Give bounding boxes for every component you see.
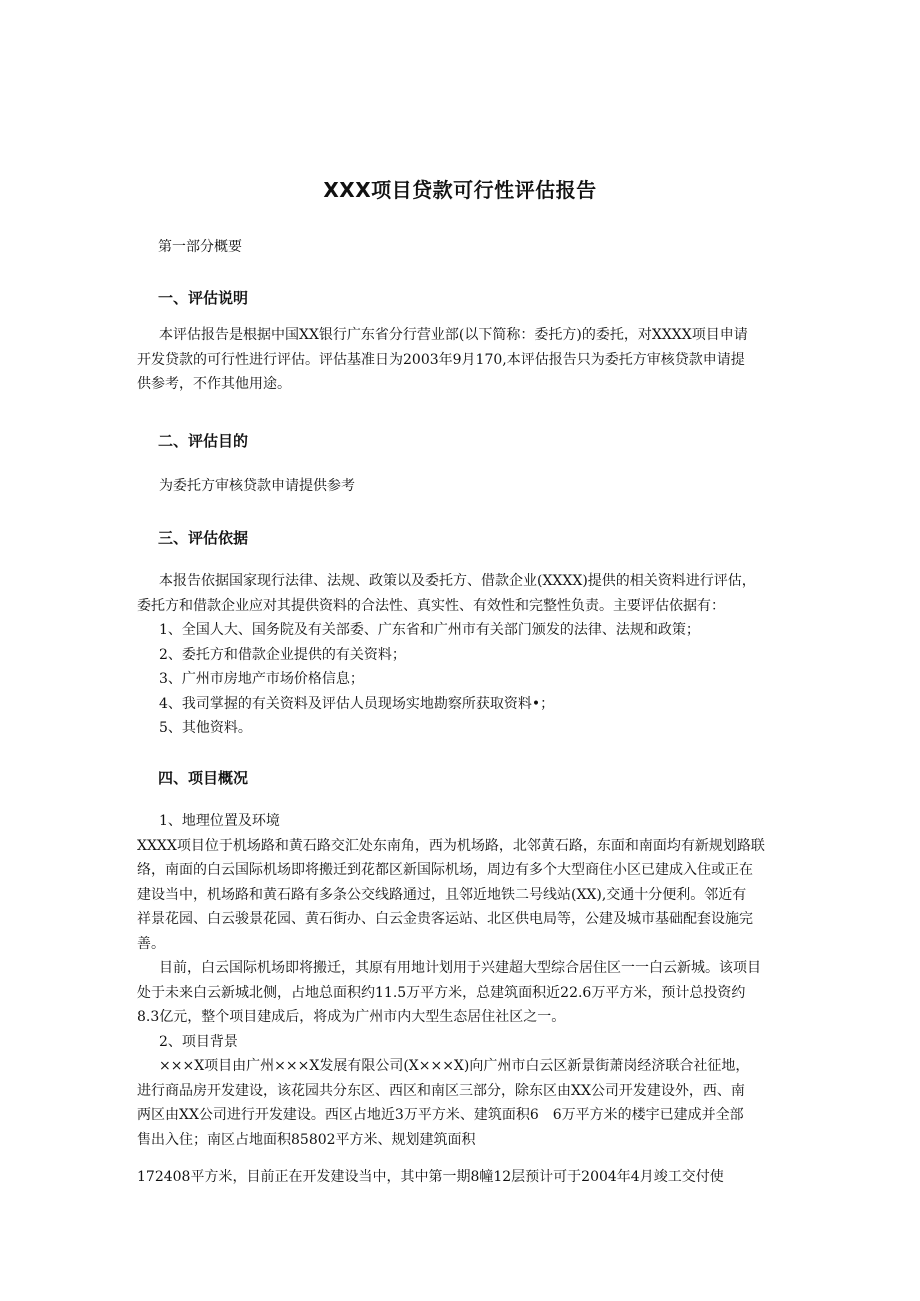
paragraph-line: 售出入住；南区占地面积85802平方米、规划建筑面积 <box>137 1131 476 1148</box>
paragraph-line: 开发贷款的可行性进行评估。评估基准日为2003年9月170,本评估报告只为委托方审核贷款申请提 <box>137 351 745 368</box>
section-heading-evaluation-description: 一、评估说明 <box>158 289 249 307</box>
section-heading-evaluation-purpose: 二、评估目的 <box>158 432 249 450</box>
section-heading-evaluation-basis: 三、评估依据 <box>158 529 249 547</box>
subsection-title-location: 1、地理位置及环境 <box>159 813 280 829</box>
evaluation-description-paragraph <box>137 323 787 397</box>
paragraph-line: 8.3亿元，整个项目建成后，将成为广州市内大型生态居住社区之一。 <box>137 1009 566 1025</box>
paragraph-line: 进行商品房开发建设，该花园共分东区、西区和南区三部分，除东区由XX公司开发建设外，西、南 <box>137 1082 745 1099</box>
page-title: XXX项目贷款可行性评估报告 <box>323 178 597 202</box>
paragraph-line: 祥景花园、白云骏景花园、黄石街办、白云金贵客运站、北区供电局等，公建及城市基础配套设施完 <box>137 911 753 927</box>
list-item: 4、我司掌握的有关资料及评估人员现场实地勘察所获取资料•； <box>159 695 555 712</box>
paragraph-line: 处于未来白云新城北侧，占地总面积约11.5万平方米，总建筑面积近22.6万平方米，预计总投资约 <box>137 984 746 1001</box>
section-heading-project-overview: 四、项目概况 <box>158 769 249 787</box>
paragraph-line: 络，南面的白云国际机场即将搬迁到花都区新国际机场，周边有多个大型商住小区已建成入住或正在 <box>137 862 753 878</box>
paragraph-line: 目前，白云国际机场即将搬迁，其原有用地计划用于兴建超大型综合居住区一一白云新城。该项目 <box>159 960 761 976</box>
subsection-title-background: 2、项目背景 <box>159 1033 238 1050</box>
paragraph-line: ×××X项目由广州×××X发展有限公司(X×××X)向广州市白云区新景街萧岗经济联合社征地， <box>159 1058 750 1074</box>
list-item: 2、委托方和借款企业提供的有关资料； <box>159 646 406 663</box>
paragraph-line: 本评估报告是根据中国XX银行广东省分行营业部(以下简称：委托方)的委托，对XXXX项目申请 <box>159 327 748 343</box>
paragraph-line: XXXX项目位于机场路和黄石路交汇处东南角，西为机场路，北邻黄石路，东面和南面均有新规划路联 <box>137 837 765 854</box>
paragraph-line: 善。 <box>137 935 165 952</box>
list-item: 1、全国人大、国务院及有关部委、广东省和广州市有关部门颁发的法律、法规和政策； <box>159 622 700 638</box>
project-overview-body <box>137 809 787 1152</box>
paragraph-line: 供参考，不作其他用途。 <box>137 376 291 392</box>
evaluation-purpose-text: 为委托方审核贷款申请提供参考 <box>159 478 355 494</box>
paragraph-line: 两区由XX公司进行开发建设。西区占地近3万平方米、建筑面积6 6万平方米的楼宇已建成并全部 <box>137 1107 744 1123</box>
paragraph-line-continued: 172408平方米，目前正在开发建设当中，其中第一期8幢12层预计可于2004年4月竣工交付使 <box>137 1169 724 1185</box>
part-label: 第一部分概要 <box>158 239 242 255</box>
paragraph-line: 委托方和借款企业应对其提供资料的合法性、真实性、有效性和完整性负责。主要评估依据有： <box>137 597 725 614</box>
paragraph-line: 建设当中，机场路和黄石路有多条公交线路通过，且邻近地铁二号线站(XX),交通十分便利。邻近有 <box>137 886 747 903</box>
paragraph-line: 本报告依据国家现行法律、法规、政策以及委托方、借款企业(XXXX)提供的相关资料进行评估， <box>159 573 756 589</box>
evaluation-basis-paragraph <box>137 569 787 741</box>
list-item: 5、其他资料。 <box>159 720 252 736</box>
list-item: 3、广州市房地产市场价格信息； <box>159 671 364 687</box>
